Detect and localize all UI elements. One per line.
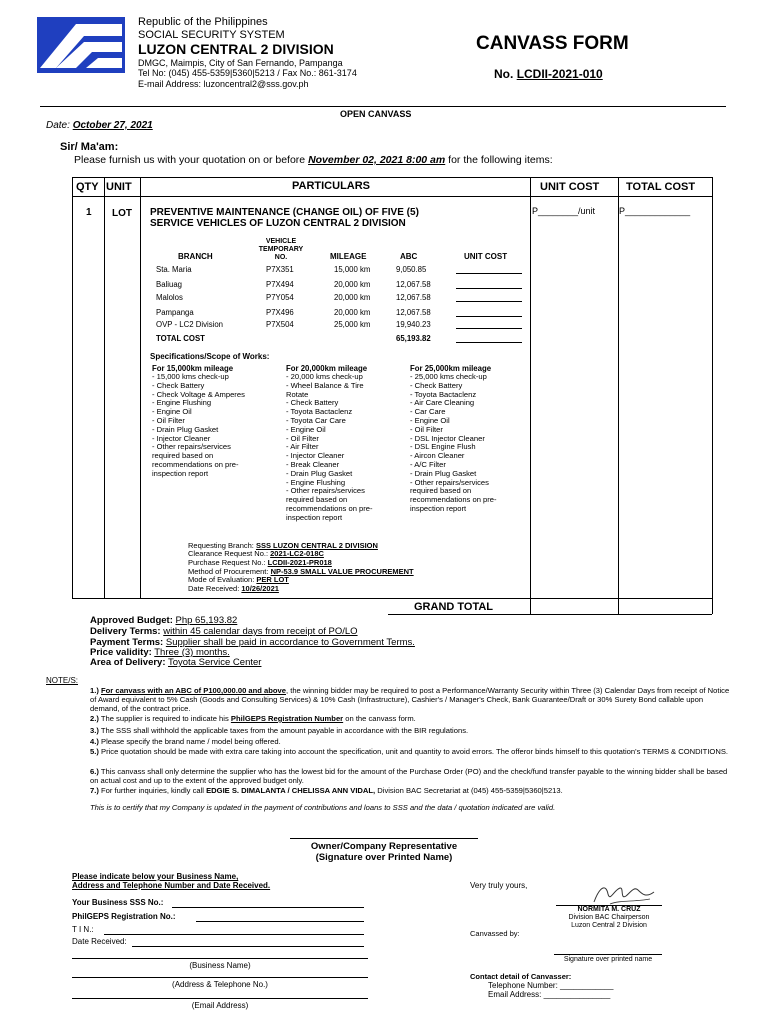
total-cost-blank[interactable]: P_____________	[619, 206, 691, 216]
row-unit-cost-blank[interactable]	[456, 316, 522, 317]
note-6-num: 6.)	[90, 767, 99, 776]
note-7-pre: For further inquiries, kindly call	[101, 786, 204, 795]
division-name: LUZON CENTRAL 2 DIVISION	[138, 41, 334, 57]
contact-title: Contact detail of Canvasser:	[470, 972, 572, 981]
method-value: NP-53.9 SMALL VALUE PROCUREMENT	[270, 567, 414, 576]
date-received-label: Date Received:	[72, 937, 127, 946]
clearance-label: Clearance Request No.:	[188, 549, 269, 558]
row-unit-cost-blank[interactable]	[456, 288, 522, 289]
row-abc: 12,067.58	[396, 293, 431, 302]
business-name-label: (Business Name)	[189, 961, 251, 970]
total-cost-value: 65,193.82	[396, 334, 431, 343]
requesting-branch-label: Requesting Branch:	[188, 541, 254, 550]
address-input[interactable]	[72, 977, 368, 978]
note-2-pre: The supplier is required to indicate his	[100, 714, 229, 723]
specs-title: Specifications/Scope of Works:	[150, 352, 270, 361]
approved-budget-label: Approved Budget:	[90, 615, 173, 626]
intro-pre: Please furnish us with your quotation on or before	[74, 154, 306, 166]
area-value: Toyota Service Center	[167, 657, 262, 668]
row-branch: Baliuag	[156, 280, 183, 289]
tel-line: Tel No: (045) 455-5359|5360|5213 / Fax No.: 861-3174	[138, 68, 357, 78]
canvassed-by: Canvassed by:	[470, 929, 520, 938]
note-5-text: Price quotation should be made with extra care taking into account the specification, unit and quantity to avoid errors. The offeror binds himself to this quotation's TERMS & CONDITIONS.	[101, 747, 728, 756]
form-number-label: No.	[494, 67, 514, 81]
date-label: Date:	[46, 120, 70, 131]
note-2	[90, 714, 730, 723]
requesting-branch-value: SSS LUZON CENTRAL 2 DIVISION	[255, 541, 378, 550]
intro-post: for the following items:	[448, 154, 553, 166]
row-mileage: 20,000 km	[334, 308, 371, 317]
canvasser-email[interactable]: Email Address: _______________	[488, 990, 611, 999]
row-branch: Pampanga	[156, 308, 194, 317]
note-1-bold: For canvass with an ABC of P100,000.00 and above	[101, 686, 286, 695]
unit-cost-blank[interactable]: P________/unit	[532, 206, 596, 216]
total-cost-label: TOTAL COST	[156, 334, 205, 343]
table-right-border	[712, 177, 713, 614]
date-value: October 27, 2021	[72, 120, 153, 131]
col-qty-divider	[104, 177, 105, 598]
note-3-text: The SSS shall withhold the applicable taxes from the amount payable in accordance with the BIR regulations.	[100, 726, 469, 735]
date-received-input[interactable]	[132, 946, 364, 947]
open-canvass-label: OPEN CANVASS	[340, 109, 412, 119]
row-abc: 12,067.58	[396, 308, 431, 317]
sss-label: Your Business SSS No.:	[72, 898, 164, 907]
delivery-value: within 45 calendar days from receipt of PO/LO	[163, 626, 358, 637]
signer-name: NORMITA M. CRUZ	[577, 906, 641, 913]
unitcost-header: UNIT COST	[464, 252, 508, 261]
received-value: 10/26/2021	[241, 584, 279, 593]
indicate-line1: Please indicate below your Business Name,	[72, 872, 239, 881]
grand-total-label: GRAND TOTAL	[414, 601, 494, 613]
row-mileage: 25,000 km	[334, 320, 371, 329]
note-5	[90, 747, 730, 756]
address-line: DMGC, Maimpis, City of San Fernando, Pampanga	[138, 58, 343, 68]
item-qty: 1	[86, 207, 92, 218]
date-row	[46, 120, 153, 131]
spec-col1-title: For 15,000km mileage	[152, 364, 234, 373]
note-1-text: , the winning bidder may be required to post a Performance/Warranty Security within Three (3) Calendar Days from receipt of Notice of Award equivalent to 5% Cash (Goods and Consulting Services) & 10% Cash (Infrastructure), Cashier's / Manager's Check, Bank Guarantee/Draft or 30% Surety Bond callable upon demand, of the contract price.	[90, 686, 730, 714]
col-unitcost-divider	[618, 177, 619, 614]
header-divider	[40, 106, 726, 107]
total-unit-cost-blank[interactable]	[456, 342, 522, 343]
col-unit-divider	[140, 177, 141, 598]
row-unit-cost-blank[interactable]	[456, 273, 522, 274]
email-line: E-mail Address: luzoncentral2@sss.gov.ph	[138, 79, 309, 89]
salutation: Sir/ Ma'am:	[60, 141, 119, 153]
mileage-header: MILEAGE	[330, 252, 367, 261]
payment-label: Payment Terms:	[90, 637, 164, 648]
header-qty: QTY	[76, 181, 99, 193]
signer-title-2: Luzon Central 2 Division	[571, 922, 647, 929]
form-number-value: LCDII-2021-010	[516, 67, 603, 81]
header-unit: UNIT	[106, 181, 132, 193]
note-4	[90, 737, 730, 746]
col-particulars-divider	[530, 177, 531, 614]
row-mileage: 15,000 km	[334, 265, 371, 274]
table-grand-border	[72, 598, 712, 599]
row-mileage: 20,000 km	[334, 293, 371, 302]
canvasser-phone[interactable]: Telephone Number: ____________	[488, 981, 614, 990]
vehicle-header: VEHICLE TEMPORARY NO.	[258, 238, 304, 261]
received-label: Date Received:	[188, 584, 240, 593]
item-title-line2: SERVICE VEHICLES OF LUZON CENTRAL 2 DIVISION	[150, 218, 406, 229]
row-vehicle: P7Y054	[266, 293, 294, 302]
note-4-text: Please specify the brand name / model being offered.	[101, 737, 281, 746]
note-5-num: 5.)	[90, 747, 99, 756]
note-7-bold: EDGIE S. DIMALANTA / CHELISSA ANN VIDAL,	[206, 786, 376, 795]
address-label: (Address & Telephone No.)	[172, 980, 268, 989]
canvasser-sig-label: Signature over printed name	[563, 956, 653, 963]
row-vehicle: P7X496	[266, 308, 294, 317]
intro-text	[74, 154, 553, 166]
email-label: (Email Address)	[191, 1001, 249, 1010]
note-3	[90, 726, 730, 735]
note-7-post: Division BAC Secretariat at (045) 455-5359|5360|5213.	[377, 786, 563, 795]
header-unit-cost: UNIT COST	[540, 181, 600, 193]
spec-col3-title: For 25,000km mileage	[410, 364, 492, 373]
header-particulars: PARTICULARS	[292, 180, 371, 192]
owner-rep-label: Owner/Company Representative	[310, 841, 458, 852]
form-title: CANVASS FORM	[476, 33, 629, 54]
notes-label: NOTE/S:	[46, 676, 79, 685]
note-6-text: This canvass shall only determine the supplier who has the lowest bid for the amount of the Purchase Order (PO) and the check/fund transfer payable to the winning bidder shall be based on actual cost and up to the extent of the approved budget only.	[90, 767, 728, 786]
abc-header: ABC	[400, 252, 418, 261]
business-name-input[interactable]	[72, 958, 368, 959]
owner-sig-label: (Signature over Printed Name)	[315, 852, 453, 863]
row-unit-cost-blank[interactable]	[456, 301, 522, 302]
spec-col3-list: - 25,000 kms check-up - Check Battery - Toyota Bactaclenz - Air Care Cleaning - Car Care - Engine Oil - Oil Filter - DSL Injector Cleaner - DSL Engine Flush - Aircon Cleaner - A/C Filter - Drain Plug Gasket - Other repairs/services required based on recommendations on pre- inspection report	[410, 372, 497, 513]
purchase-value: LCDII-2021-PR018	[267, 558, 332, 567]
validity-label: Price validity:	[90, 647, 152, 658]
note-4-num: 4.)	[90, 737, 99, 746]
note-3-num: 3.)	[90, 726, 99, 735]
item-title-line1: PREVENTIVE MAINTENANCE (CHANGE OIL) OF FIVE (5)	[150, 207, 419, 218]
item-unit: LOT	[112, 208, 132, 219]
indicate-line2: Address and Telephone Number and Date Received.	[72, 881, 271, 890]
row-branch: OVP - LC2 Division	[156, 320, 224, 329]
intro-date: November 02, 2021 8:00 am	[308, 154, 446, 166]
sss-logo	[36, 16, 126, 74]
tin-label: T I N.:	[72, 925, 94, 934]
area-row	[90, 657, 261, 668]
clearance-value: 2021-LC2-018C	[270, 549, 324, 558]
received-row	[188, 585, 279, 594]
tin-input[interactable]	[104, 934, 364, 935]
sss-input[interactable]	[172, 907, 364, 908]
row-vehicle: P7X504	[266, 320, 294, 329]
header-total-cost: TOTAL COST	[626, 181, 696, 193]
spec-col2-list: - 20,000 kms check-up - Wheel Balance & Tire Rotate - Check Battery - Toyota Bactaclenz - Toyota Car Care - Engine Oil - Oil Filter - Air Filter - Injector Cleaner - Break Cleaner - Drain Plug Gasket - Engine Flushing - Other repairs/services required based on recommendations on pre- inspection report	[286, 372, 373, 522]
mode-value: PER LOT	[256, 575, 289, 584]
signer-title-1: Division BAC Chairperson	[568, 914, 650, 921]
branch-header: BRANCH	[178, 252, 213, 261]
approved-budget-row	[90, 615, 237, 626]
mode-label: Mode of Evaluation:	[188, 575, 255, 584]
row-vehicle: P7X351	[266, 265, 294, 274]
row-abc: 12,067.58	[396, 280, 431, 289]
note-2-bold: PhilGEPS Registration Number	[230, 714, 344, 723]
row-branch: Sta. Maria	[156, 265, 192, 274]
approved-budget-value: Php 65,193.82	[175, 615, 238, 626]
form-number	[494, 67, 603, 81]
canvasser-signature-line[interactable]	[554, 954, 662, 955]
email-input[interactable]	[72, 998, 368, 999]
table-header-border	[72, 196, 712, 197]
note-1	[90, 686, 730, 714]
note-2-num: 2.)	[90, 714, 99, 723]
owner-signature-line[interactable]	[290, 838, 478, 839]
table-left-border	[72, 177, 73, 598]
row-abc: 19,940.23	[396, 320, 431, 329]
note-2-post: on the canvass form.	[345, 714, 416, 723]
row-branch: Malolos	[156, 293, 183, 302]
row-vehicle: P7X494	[266, 280, 294, 289]
row-mileage: 20,000 km	[334, 280, 371, 289]
spec-col1-list: - 15,000 kms check-up - Check Battery - Check Voltage & Amperes - Engine Flushing - Engine Oil - Oil Filter - Drain Plug Gasket - Injector Cleaner - Other repairs/services required based on recommendations on pre- inspection report	[152, 372, 245, 478]
delivery-label: Delivery Terms:	[90, 626, 161, 637]
note-6	[90, 767, 730, 785]
philgeps-input[interactable]	[196, 921, 364, 922]
payment-value: Supplier shall be paid in accordance to Government Terms.	[165, 637, 415, 648]
table-bottom-border	[388, 614, 712, 615]
note-7	[90, 786, 730, 795]
note-1-num: 1.)	[90, 686, 99, 695]
row-unit-cost-blank[interactable]	[456, 328, 522, 329]
delivery-row	[90, 626, 358, 637]
note-7-num: 7.)	[90, 786, 99, 795]
spec-col2-title: For 20,000km mileage	[286, 364, 368, 373]
area-label: Area of Delivery:	[90, 657, 166, 668]
philgeps-label: PhilGEPS Registration No.:	[72, 912, 176, 921]
row-abc: 9,050.85	[396, 265, 427, 274]
very-truly-yours: Very truly yours,	[470, 881, 528, 890]
certification-text: This is to certify that my Company is updated in the payment of contributions and loans to SSS and the data / quotation indicated are valid.	[90, 803, 556, 812]
table-top-border	[72, 177, 712, 178]
republic-line: Republic of the Philippines	[138, 16, 268, 28]
validity-value: Three (3) months.	[154, 647, 230, 658]
agency-name: SOCIAL SECURITY SYSTEM	[138, 29, 285, 41]
method-label: Method of Procurement:	[188, 567, 269, 576]
purchase-label: Purchase Request No.:	[188, 558, 266, 567]
